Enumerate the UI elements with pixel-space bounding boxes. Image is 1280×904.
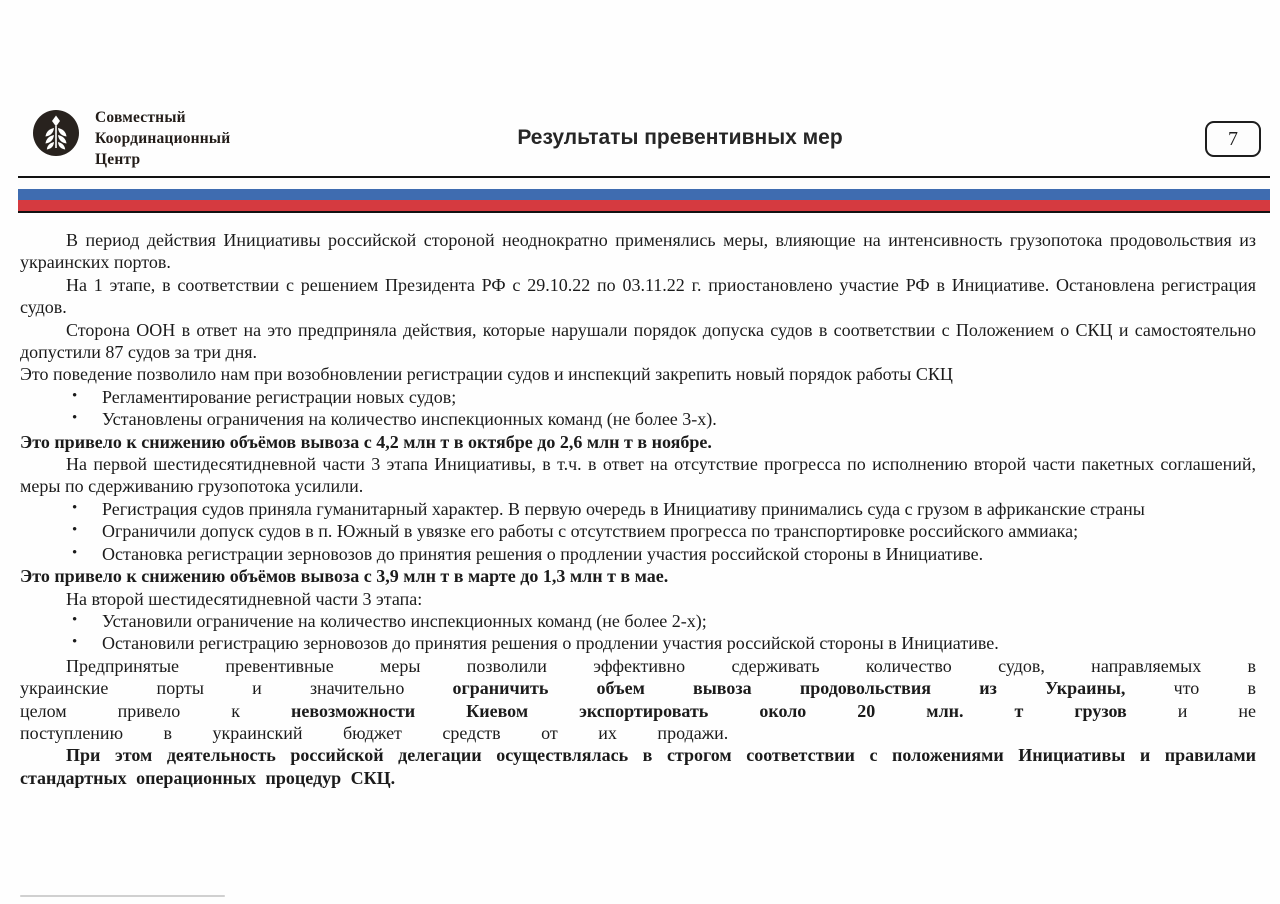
list-item	[20, 386, 1256, 408]
paragraph-initiative-period: В период действия Инициативы российской стороной неоднократно применялись меры, влияющие на интенсивность грузопотока продовольствия из украинских портов.	[20, 230, 1256, 273]
page-number-badge	[1205, 121, 1261, 157]
list-item-text: Установлены ограничения на количество инспекционных команд (не более 3-х).	[102, 409, 717, 430]
list-item	[20, 498, 1256, 520]
org-name-line1: Совместный	[95, 109, 186, 126]
page-title: Результаты превентивных мер	[517, 126, 843, 149]
tricolor-separator-band	[18, 176, 1270, 213]
bullet-icon: •	[72, 410, 78, 427]
document-body	[20, 229, 1256, 789]
page-number: 7	[1228, 127, 1238, 150]
summary-text-normal: Предпринятые превентивные меры позволили эффективно сдерживать количество судов, направляемых в украинские порты и значительно	[20, 655, 1256, 699]
paragraph-summary	[20, 655, 1256, 745]
summary-text-normal: и не поступлению в украинский бюджет средств от их продажи.	[20, 700, 1256, 743]
org-name-line3: Центр	[95, 151, 141, 168]
bullet-icon: •	[72, 522, 78, 539]
list-item-text: Ограничили допуск судов в п. Южный в увязке его работы с отсутствием прогресса по транспортировке российского аммиака;	[102, 521, 1079, 542]
list-item	[20, 610, 1256, 632]
list-item-text: Регламентирование регистрации новых судов;	[102, 386, 457, 407]
list-item-text: Регистрация судов приняла гуманитарный характер. В первую очередь в Инициативу принимались суда с грузом в африканские страны	[102, 498, 1145, 519]
band-blue-stripe	[18, 189, 1270, 200]
list-item-text: Остановка регистрации зерновозов до принятия решения о продлении участия российской стороны в Инициативе.	[102, 543, 984, 564]
paragraph-new-order: Это поведение позволило нам при возобновлении регистрации судов и инспекций закрепить новый порядок работы СКЦ	[20, 364, 953, 385]
paragraph-compliance: При этом деятельность российской делегации осуществлялась в строгом соответствии с положениями Инициативы и правилами стандартных операционных процедур СКЦ.	[20, 745, 1256, 788]
paragraph-stage1: На 1 этапе, в соответствии с решением Президента РФ с 29.10.22 по 03.11.22 г. приостановлено участие РФ в Инициативе. Остановлена регистрация судов.	[20, 274, 1256, 318]
band-bottom-border	[18, 211, 1270, 213]
list-item-text: Установили ограничение на количество инспекционных команд (не более 2-х);	[102, 610, 707, 631]
scan-artifact-line	[20, 895, 225, 897]
wheat-ear-icon	[33, 110, 79, 156]
paragraph-stage3-second-part: На второй шестидесятидневной части 3 этапа:	[66, 588, 423, 609]
list-item	[20, 520, 1256, 542]
band-white-stripe	[18, 178, 1270, 189]
list-item	[20, 408, 1256, 430]
summary-text-normal: что в целом привело к	[20, 678, 1257, 721]
summary-text-bold-limit-export: ограничить объем вывоза продовольствия из Украины,	[452, 678, 1126, 699]
list-item	[20, 632, 1256, 654]
list-item	[20, 543, 1256, 565]
list-item-text: Остановили регистрацию зерновозов до принятия решения о продлении участия российской стороны в Инициативе.	[102, 633, 999, 654]
org-name-line2: Координационный	[95, 130, 231, 147]
highlight-export-drop-march: Это привело к снижению объёмов вывоза с 3,9 млн т в марте до 1,3 млн т в мае.	[20, 566, 669, 587]
band-red-stripe	[18, 200, 1270, 211]
summary-text-bold-20mln: невозможности Киевом экспортировать около 20 млн. т грузов	[291, 700, 1127, 721]
bullet-icon: •	[72, 634, 78, 651]
bullet-icon: •	[72, 544, 78, 561]
bullet-icon: •	[72, 611, 78, 628]
paragraph-stage3-first-part: На первой шестидесятидневной части 3 этапа Инициативы, в т.ч. в ответ на отсутствие прогресса по исполнению второй части пакетных соглашений, меры по сдерживанию грузопотока усилили.	[20, 454, 1256, 497]
highlight-export-drop-october: Это привело к снижению объёмов вывоза с 4,2 млн т в октябре до 2,6 млн т в ноябре.	[20, 431, 712, 452]
bullet-icon: •	[72, 499, 78, 516]
paragraph-un-response: Сторона ООН в ответ на это предприняла действия, которые нарушали порядок допуска судов в соответствии с Положением о СКЦ и самостоятельно допустили 87 судов за три дня.	[20, 319, 1256, 363]
bullet-icon: •	[72, 387, 78, 404]
